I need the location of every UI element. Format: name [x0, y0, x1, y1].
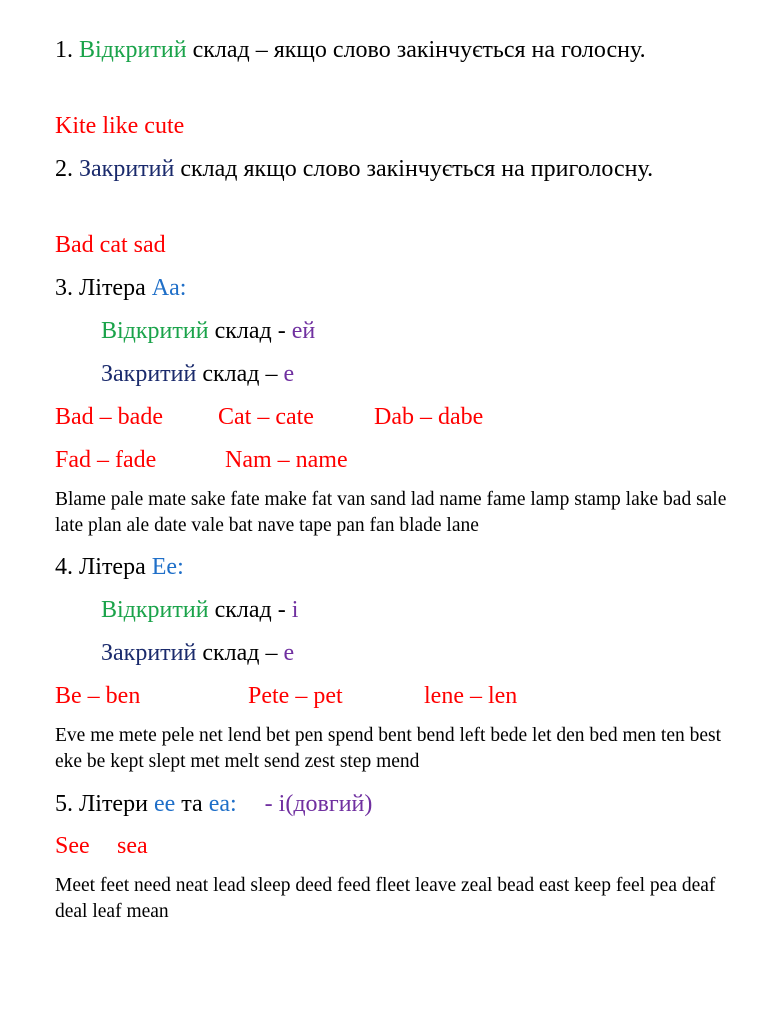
- section-3-closed-syllable: [101, 358, 294, 391]
- section-3-pair: Bad – bade: [55, 404, 163, 430]
- section-4-open-term: Відкритий: [101, 597, 209, 623]
- section-4-open-syllable: [101, 594, 298, 627]
- rule-1: [55, 34, 715, 67]
- rule-1-text: склад – якщо слово закінчується на голосну.: [186, 37, 646, 63]
- section-5-example: See: [55, 833, 90, 859]
- section-3-letter: Aa:: [151, 275, 187, 301]
- section-4-open-sound: і: [291, 597, 299, 623]
- section-4-closed-mid: склад –: [196, 640, 284, 666]
- section-5-conjunction: та: [175, 791, 209, 817]
- section-5-word-list: Meet feet need neat lead sleep deed feed fleet leave zeal bead east keep feel pea deaf deal leaf mean: [55, 875, 716, 922]
- section-3-word-list: Blame pale mate sake fate make fat van sand lad name fame lamp stamp lake bad sale late plan ale date vale bat nave tape pan fan blade lane: [55, 489, 727, 536]
- section-4-letter: Ee:: [151, 554, 184, 580]
- section-4-pair: Be – ben: [55, 683, 141, 709]
- rule-1-number: 1.: [55, 37, 79, 63]
- section-3-closed-mid: склад –: [196, 361, 284, 387]
- section-3-pair: Nam – name: [225, 447, 348, 473]
- section-4-closed-sound: е: [283, 640, 295, 666]
- section-4-heading: [55, 551, 184, 584]
- section-3-pair: Fad – fade: [55, 447, 157, 473]
- rule-2-number: 2.: [55, 156, 79, 182]
- section-3-pair: Dab – dabe: [374, 404, 484, 430]
- section-3-prefix: 3. Літера: [55, 275, 152, 301]
- rule-1-term: Відкритий: [79, 37, 187, 63]
- section-4-pair: lene – len: [424, 683, 518, 709]
- section-4-closed-term: Закритий: [101, 640, 197, 666]
- section-4-closed-syllable: [101, 637, 294, 670]
- section-3-pair: Cat – cate: [218, 404, 314, 430]
- section-3-closed-sound: е: [283, 361, 295, 387]
- section-4-prefix: 4. Літера: [55, 554, 152, 580]
- section-3-open-term: Відкритий: [101, 318, 209, 344]
- section-3-open-sound: ей: [291, 318, 316, 344]
- section-5-letter-ee: ee: [153, 791, 176, 817]
- example-2: Bad cat sad: [55, 232, 166, 258]
- rule-2: [55, 153, 715, 186]
- section-5-sound: - і(довгий): [264, 791, 373, 817]
- section-3-closed-term: Закритий: [101, 361, 197, 387]
- section-5-example: sea: [117, 833, 148, 859]
- section-5-prefix: 5. Літери: [55, 791, 154, 817]
- section-3-open-mid: склад -: [208, 318, 292, 344]
- section-4-open-mid: склад -: [208, 597, 292, 623]
- section-4-pair: Pete – pet: [248, 683, 343, 709]
- rule-2-text: склад якщо слово закінчується на приголосну.: [174, 156, 654, 182]
- section-5-letter-ea: ea:: [208, 791, 237, 817]
- section-5-heading: [55, 788, 372, 821]
- rule-2-term: Закритий: [79, 156, 175, 182]
- example-1: Kite like cute: [55, 113, 185, 139]
- section-3-open-syllable: [101, 315, 315, 348]
- section-4-word-list: Eve me mete pele net lend bet pen spend bent bend left bede let den bed men ten best eke be kept slept met melt send zest step mend: [55, 725, 722, 772]
- section-3-heading: [55, 272, 186, 305]
